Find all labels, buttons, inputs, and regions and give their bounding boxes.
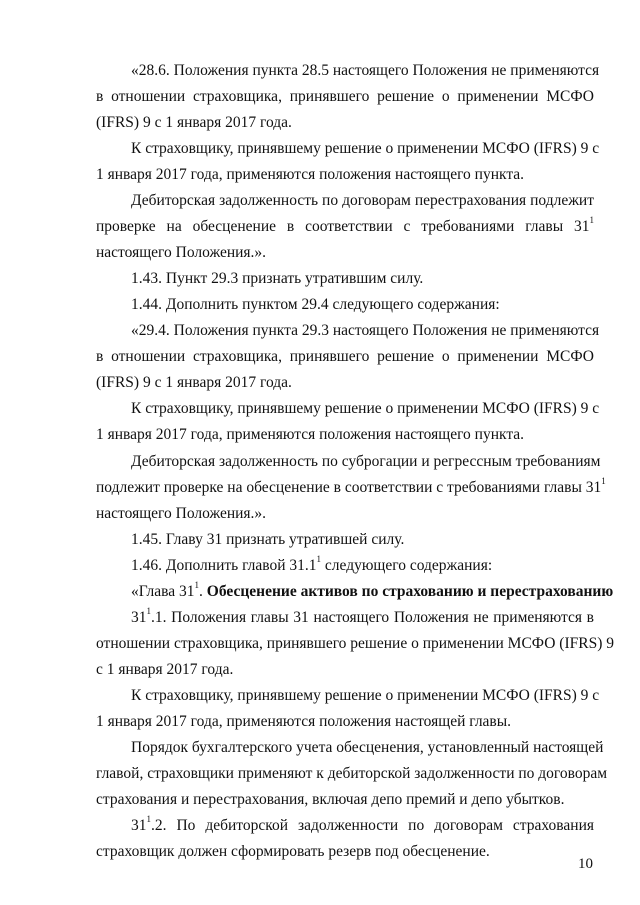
superscript: 1 xyxy=(194,579,200,590)
p5-line: 1.44. Дополнить пунктом 29.4 следующего содержания: xyxy=(131,296,500,313)
p9-line: 1.45. Главу 31 признать утратившей силу. xyxy=(131,531,405,548)
p1-line1: «28.6. Положения пункта 28.5 настоящего Положения не применяются xyxy=(131,62,600,79)
p3-line1: Дебиторская задолженность по договорам перестрахования подлежит xyxy=(131,192,594,209)
p14-line3: страхования и перестрахования, включая депо премий и депо убытков. xyxy=(96,791,565,808)
p7-line2: 1 января 2017 года, применяются положения настоящего пункта. xyxy=(96,426,525,443)
p1-line3: (IFRS) 9 с 1 января 2017 года. xyxy=(96,114,292,131)
p15-line2: страховщик должен сформировать резерв под обесценение. xyxy=(96,843,490,860)
chapter-heading: «Глава $31^1$. Обесценение активов по страхованию и перестрахованию xyxy=(131,579,614,600)
superscript: 1 xyxy=(146,605,151,616)
p3-line2: проверке на обесценение в соответствии с требованиями главы $31^1$ xyxy=(96,214,594,235)
p15-line1: $31^1.2$. По дебиторской задолженности по договорам страхования xyxy=(131,813,594,834)
p6-line2: в отношении страховщика, принявшего решение о применении МСФО xyxy=(96,348,594,365)
p7-line1: К страховщику, принявшему решение о применении МСФО (IFRS) 9 с xyxy=(131,400,600,417)
p12-line3: с 1 января 2017 года. xyxy=(96,661,234,678)
p8-line3: настоящего Положения.». xyxy=(96,505,267,522)
p1-line2: в отношении страховщика, принявшего решение о применении МСФО xyxy=(96,88,594,105)
p12-line1: $31^1.1$. Положения главы 31 настоящего Положения не применяются в xyxy=(131,605,594,626)
chapter-title: Обесценение активов по страхованию и перестрахованию xyxy=(206,583,614,600)
p10-line: 1.46. Дополнить главой 31.1$^1$ следующего содержания: xyxy=(131,553,493,574)
p14-line2: главой, страховщики применяют к дебиторской задолженности по договорам xyxy=(96,765,608,782)
p2-line2: 1 января 2017 года, применяются положения настоящего пункта. xyxy=(96,166,525,183)
p13-line2: 1 января 2017 года, применяются положения настоящей главы. xyxy=(96,713,512,730)
p4-line: 1.43. Пункт 29.3 признать утратившим силу. xyxy=(131,270,424,287)
page-number: 10 xyxy=(578,856,593,872)
superscript: 1 xyxy=(316,553,322,564)
p14-line1: Порядок бухгалтерского учета обесценения, установленный настоящей xyxy=(131,739,604,756)
superscript: 1 xyxy=(589,214,594,225)
p8-line1: Дебиторская задолженность по суброгации и регрессным требованиям xyxy=(131,453,601,470)
superscript: 1 xyxy=(146,813,151,824)
p8-line2: подлежит проверке на обесценение в соответствии с требованиями главы $31^1$ xyxy=(96,475,606,496)
p12-line2: отношении страховщика, принявшего решение о применении МСФО (IFRS) 9 xyxy=(96,635,614,652)
superscript: 1 xyxy=(601,475,606,486)
p6-line1: «29.4. Положения пункта 29.3 настоящего Положения не применяются xyxy=(131,322,600,339)
p6-line3: (IFRS) 9 с 1 января 2017 года. xyxy=(96,374,292,391)
p2-line1: К страховщику, принявшему решение о применении МСФО (IFRS) 9 с xyxy=(131,140,600,157)
p3-line3: настоящего Положения.». xyxy=(96,244,267,261)
p13-line1: К страховщику, принявшему решение о применении МСФО (IFRS) 9 с xyxy=(131,687,600,704)
